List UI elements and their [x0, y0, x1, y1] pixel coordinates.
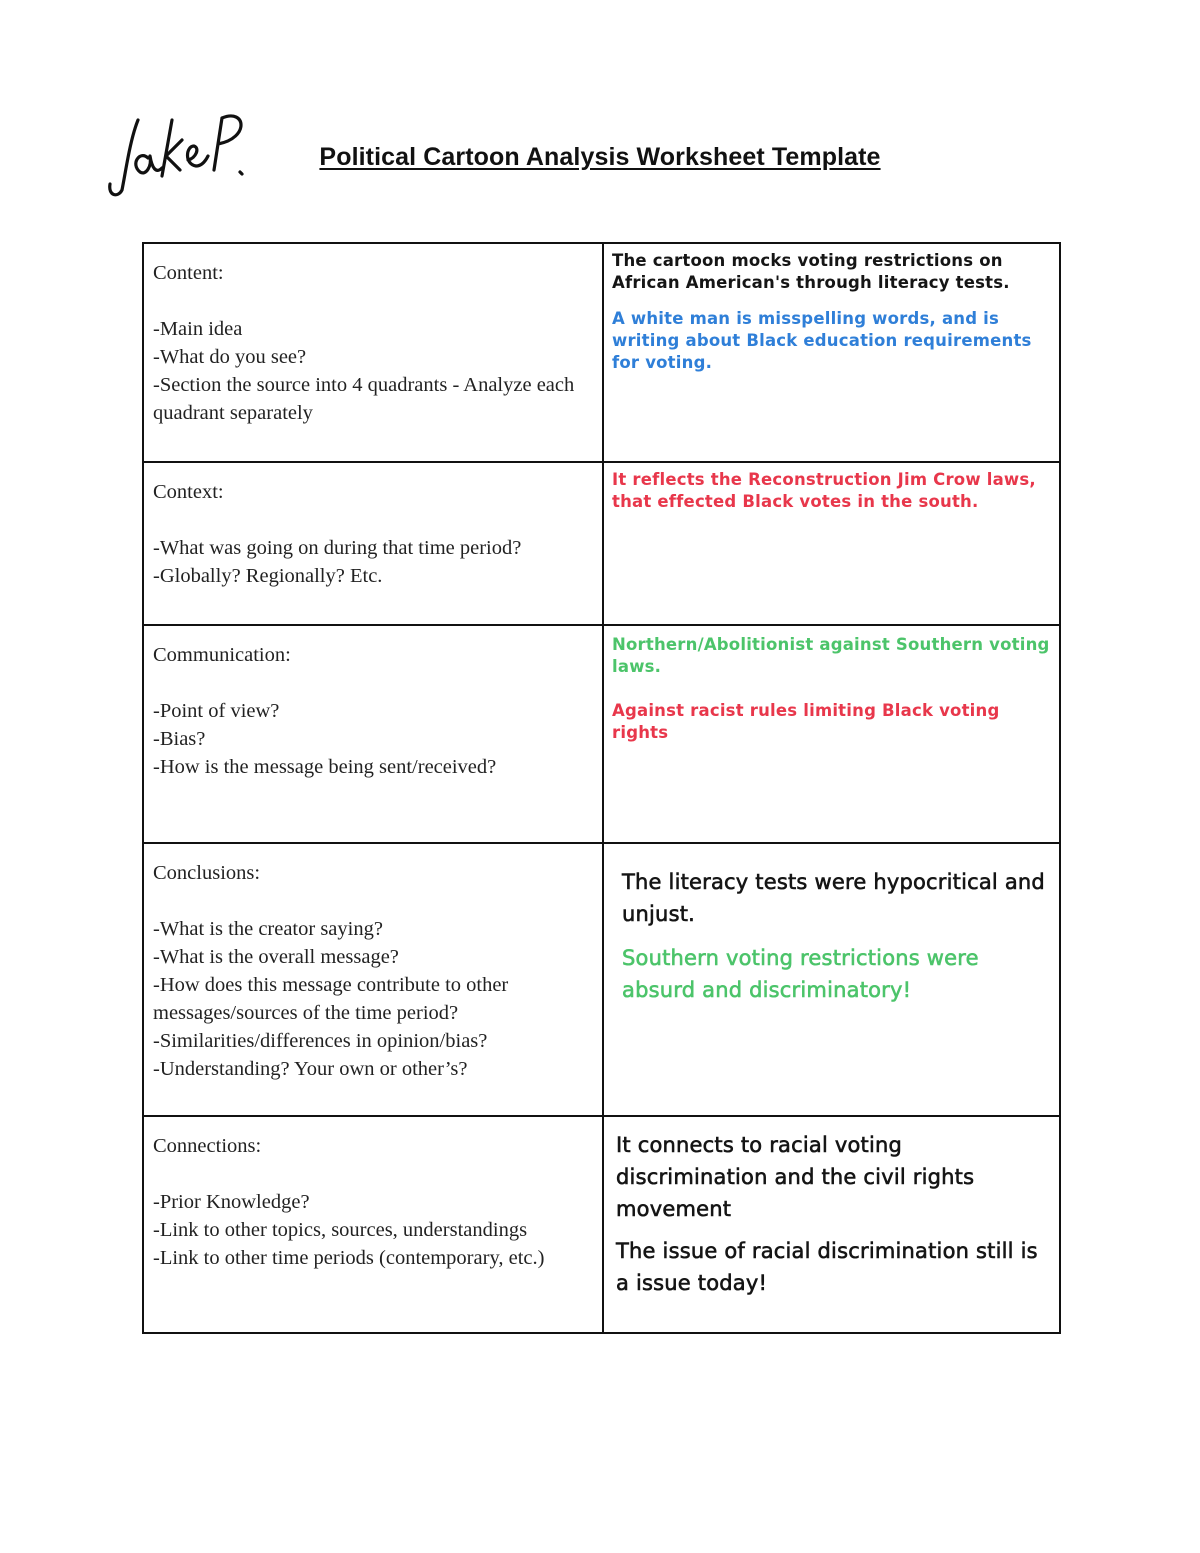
- answer-cell-connections: [603, 1116, 1060, 1333]
- prompt-question: -Similarities/differences in opinion/bias?: [153, 1030, 488, 1052]
- prompt-cell-communication: [143, 625, 603, 843]
- prompt-question: -What do you see?: [153, 346, 307, 368]
- prompt-question: -Main idea: [153, 318, 243, 340]
- handwritten-answer: The issue of racial discrimination still is a issue today!: [616, 1239, 1038, 1295]
- prompt-question: -Section the source into 4 quadrants - Analyze each quadrant separately: [153, 374, 575, 424]
- prompt-heading: Content:: [153, 262, 224, 284]
- prompt-question: -How is the message being sent/received?: [153, 756, 497, 778]
- prompt-question: -Prior Knowledge?: [153, 1191, 310, 1213]
- analysis-table: [142, 242, 1061, 1334]
- handwritten-answer: It reflects the Reconstruction Jim Crow laws, that effected Black votes in the south.: [612, 470, 1036, 511]
- table-row-conclusions: [143, 843, 1060, 1116]
- prompt-heading: Connections:: [153, 1135, 262, 1157]
- page-title: Political Cartoon Analysis Worksheet Template: [319, 143, 881, 171]
- handwritten-answer: Against racist rules limiting Black voting rights: [612, 701, 1000, 742]
- handwritten-answer: It connects to racial voting discrimination and the civil rights movement: [616, 1133, 975, 1221]
- answer-cell-content: [603, 243, 1060, 462]
- answer-cell-context: [603, 462, 1060, 625]
- prompt-heading: Conclusions:: [153, 862, 261, 884]
- table-row-communication: [143, 625, 1060, 843]
- prompt-cell-context: [143, 462, 603, 625]
- prompt-heading: Communication:: [153, 644, 291, 666]
- prompt-cell-conclusions: [143, 843, 603, 1116]
- prompt-question: -What is the overall message?: [153, 946, 399, 968]
- handwritten-answer: Northern/Abolitionist against Southern voting laws.: [612, 635, 1050, 676]
- prompt-heading: Context:: [153, 481, 224, 503]
- answer-cell-conclusions: [603, 843, 1060, 1116]
- prompt-question: -How does this message contribute to other messages/sources of the time period?: [153, 974, 509, 1024]
- prompt-question: -Link to other time periods (contemporary, etc.): [153, 1247, 545, 1269]
- prompt-question: -Point of view?: [153, 700, 280, 722]
- prompt-cell-connections: [143, 1116, 603, 1333]
- handwritten-answer: The literacy tests were hypocritical and unjust.: [622, 870, 1045, 926]
- table-row-content: [143, 243, 1060, 462]
- handwritten-answer: The cartoon mocks voting restrictions on African American's through literacy tests.: [612, 251, 1010, 292]
- prompt-cell-content: [143, 243, 603, 462]
- prompt-question: -What was going on during that time period?: [153, 537, 522, 559]
- handwritten-answer: Southern voting restrictions were absurd and discriminatory!: [622, 946, 979, 1002]
- table-row-connections: [143, 1116, 1060, 1333]
- prompt-question: -Understanding? Your own or other’s?: [153, 1058, 468, 1080]
- prompt-question: -What is the creator saying?: [153, 918, 383, 940]
- prompt-question: -Link to other topics, sources, understandings: [153, 1219, 528, 1241]
- prompt-question: -Globally? Regionally? Etc.: [153, 565, 383, 587]
- table-row-context: [143, 462, 1060, 625]
- answer-cell-communication: [603, 625, 1060, 843]
- handwritten-answer: A white man is misspelling words, and is writing about Black education requirements for voting.: [612, 309, 1032, 372]
- prompt-question: -Bias?: [153, 728, 206, 750]
